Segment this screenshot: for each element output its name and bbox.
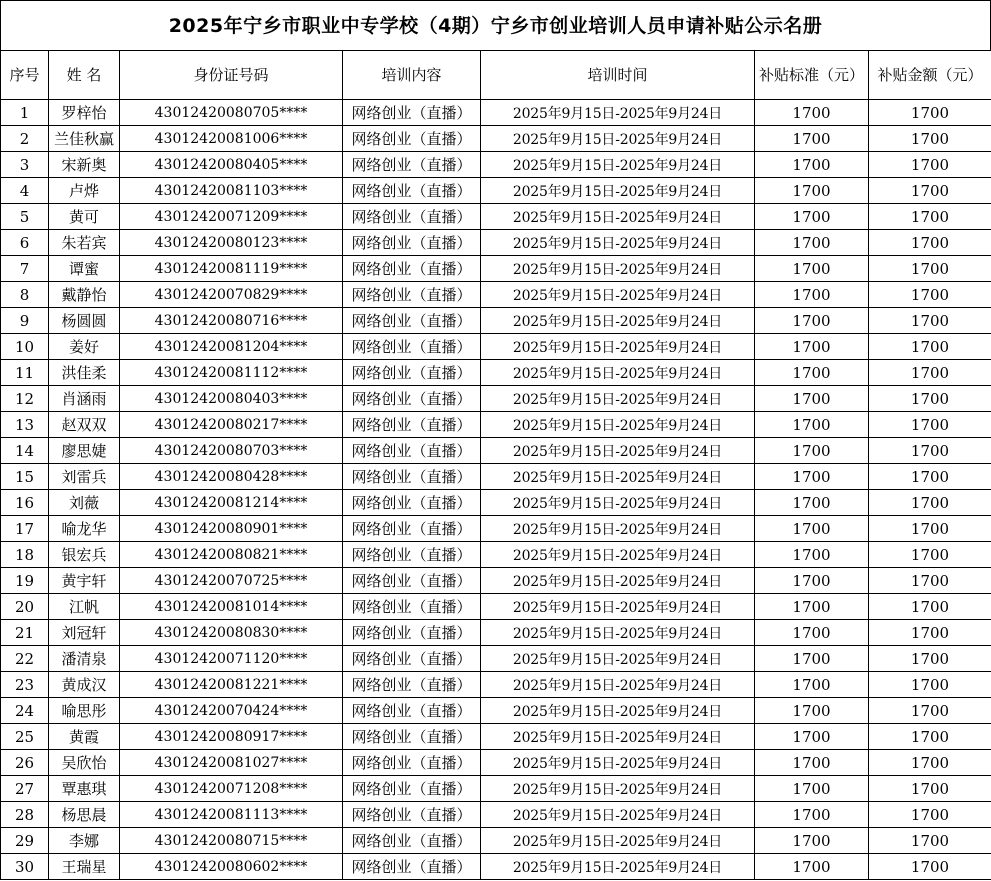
- cell-content: 网络创业（直播）: [343, 542, 481, 568]
- cell-seq: 1: [1, 100, 49, 126]
- table-row: [1, 386, 991, 412]
- cell-time: 2025年9月15日-2025年9月24日: [481, 178, 755, 204]
- cell-content: 网络创业（直播）: [343, 464, 481, 490]
- document-title: 2025年宁乡市职业中专学校（4期）宁乡市创业培训人员申请补贴公示名册: [0, 0, 991, 50]
- cell-standard: 1700: [755, 334, 869, 360]
- cell-standard: 1700: [755, 360, 869, 386]
- cell-amount: 1700: [869, 464, 991, 490]
- cell-name: 谭蜜: [49, 256, 120, 282]
- cell-amount: 1700: [869, 438, 991, 464]
- cell-name: 杨圆圆: [49, 308, 120, 334]
- cell-content: 网络创业（直播）: [343, 828, 481, 854]
- cell-amount: 1700: [869, 204, 991, 230]
- cell-name: 朱若宾: [49, 230, 120, 256]
- cell-name: 黄可: [49, 204, 120, 230]
- cell-seq: 7: [1, 256, 49, 282]
- cell-standard: 1700: [755, 308, 869, 334]
- cell-time: 2025年9月15日-2025年9月24日: [481, 698, 755, 724]
- cell-id: 43012420081112****: [120, 360, 343, 386]
- cell-standard: 1700: [755, 282, 869, 308]
- cell-seq: 6: [1, 230, 49, 256]
- cell-id: 43012420081103****: [120, 178, 343, 204]
- cell-name: 肖涵雨: [49, 386, 120, 412]
- cell-standard: 1700: [755, 152, 869, 178]
- cell-name: 罗梓怡: [49, 100, 120, 126]
- table-row: [1, 542, 991, 568]
- header-row: [1, 51, 991, 100]
- cell-id: 43012420080917****: [120, 724, 343, 750]
- cell-content: 网络创业（直播）: [343, 282, 481, 308]
- cell-id: 43012420071209****: [120, 204, 343, 230]
- cell-id: 43012420080428****: [120, 464, 343, 490]
- cell-name: 喻思彤: [49, 698, 120, 724]
- cell-amount: 1700: [869, 308, 991, 334]
- cell-time: 2025年9月15日-2025年9月24日: [481, 854, 755, 880]
- cell-id: 43012420070424****: [120, 698, 343, 724]
- cell-time: 2025年9月15日-2025年9月24日: [481, 438, 755, 464]
- cell-amount: 1700: [869, 360, 991, 386]
- table-row: [1, 178, 991, 204]
- header-seq: 序号: [1, 51, 49, 100]
- cell-seq: 23: [1, 672, 49, 698]
- cell-time: 2025年9月15日-2025年9月24日: [481, 360, 755, 386]
- cell-content: 网络创业（直播）: [343, 230, 481, 256]
- cell-content: 网络创业（直播）: [343, 698, 481, 724]
- table-row: [1, 126, 991, 152]
- table-row: [1, 594, 991, 620]
- cell-content: 网络创业（直播）: [343, 334, 481, 360]
- cell-standard: 1700: [755, 672, 869, 698]
- cell-content: 网络创业（直播）: [343, 308, 481, 334]
- cell-id: 43012420080217****: [120, 412, 343, 438]
- cell-time: 2025年9月15日-2025年9月24日: [481, 334, 755, 360]
- cell-name: 兰佳秋赢: [49, 126, 120, 152]
- table-row: [1, 750, 991, 776]
- cell-amount: 1700: [869, 152, 991, 178]
- cell-amount: 1700: [869, 646, 991, 672]
- header-id: 身份证号码: [120, 51, 343, 100]
- cell-amount: 1700: [869, 230, 991, 256]
- table-row: [1, 334, 991, 360]
- table-row: [1, 204, 991, 230]
- cell-id: 43012420081221****: [120, 672, 343, 698]
- cell-id: 43012420081027****: [120, 750, 343, 776]
- cell-standard: 1700: [755, 854, 869, 880]
- cell-name: 江帆: [49, 594, 120, 620]
- cell-id: 43012420081006****: [120, 126, 343, 152]
- cell-name: 吴欣怡: [49, 750, 120, 776]
- cell-standard: 1700: [755, 386, 869, 412]
- cell-amount: 1700: [869, 334, 991, 360]
- cell-name: 刘雷兵: [49, 464, 120, 490]
- cell-time: 2025年9月15日-2025年9月24日: [481, 152, 755, 178]
- cell-name: 赵双双: [49, 412, 120, 438]
- cell-standard: 1700: [755, 412, 869, 438]
- cell-content: 网络创业（直播）: [343, 100, 481, 126]
- cell-time: 2025年9月15日-2025年9月24日: [481, 828, 755, 854]
- table-row: [1, 490, 991, 516]
- cell-standard: 1700: [755, 204, 869, 230]
- table-row: [1, 256, 991, 282]
- cell-seq: 16: [1, 490, 49, 516]
- table-row: [1, 828, 991, 854]
- cell-content: 网络创业（直播）: [343, 854, 481, 880]
- cell-standard: 1700: [755, 126, 869, 152]
- cell-seq: 18: [1, 542, 49, 568]
- cell-seq: 4: [1, 178, 49, 204]
- cell-standard: 1700: [755, 776, 869, 802]
- cell-seq: 15: [1, 464, 49, 490]
- cell-content: 网络创业（直播）: [343, 568, 481, 594]
- cell-id: 43012420080602****: [120, 854, 343, 880]
- cell-name: 洪佳柔: [49, 360, 120, 386]
- cell-id: 43012420080821****: [120, 542, 343, 568]
- cell-time: 2025年9月15日-2025年9月24日: [481, 750, 755, 776]
- cell-seq: 13: [1, 412, 49, 438]
- cell-amount: 1700: [869, 750, 991, 776]
- cell-name: 喻龙华: [49, 516, 120, 542]
- cell-name: 黄宇轩: [49, 568, 120, 594]
- cell-id: 43012420081113****: [120, 802, 343, 828]
- cell-id: 43012420080830****: [120, 620, 343, 646]
- cell-standard: 1700: [755, 490, 869, 516]
- cell-time: 2025年9月15日-2025年9月24日: [481, 256, 755, 282]
- header-time: 培训时间: [481, 51, 755, 100]
- cell-name: 戴静怡: [49, 282, 120, 308]
- cell-seq: 12: [1, 386, 49, 412]
- table-row: [1, 230, 991, 256]
- cell-time: 2025年9月15日-2025年9月24日: [481, 542, 755, 568]
- cell-standard: 1700: [755, 646, 869, 672]
- cell-amount: 1700: [869, 516, 991, 542]
- cell-time: 2025年9月15日-2025年9月24日: [481, 776, 755, 802]
- header-standard: 补贴标准（元）: [755, 51, 869, 100]
- cell-name: 王瑞星: [49, 854, 120, 880]
- cell-seq: 5: [1, 204, 49, 230]
- cell-standard: 1700: [755, 724, 869, 750]
- cell-id: 43012420081204****: [120, 334, 343, 360]
- cell-content: 网络创业（直播）: [343, 802, 481, 828]
- cell-name: 刘冠轩: [49, 620, 120, 646]
- cell-id: 43012420080123****: [120, 230, 343, 256]
- cell-seq: 17: [1, 516, 49, 542]
- cell-id: 43012420071120****: [120, 646, 343, 672]
- cell-content: 网络创业（直播）: [343, 178, 481, 204]
- cell-standard: 1700: [755, 568, 869, 594]
- cell-time: 2025年9月15日-2025年9月24日: [481, 802, 755, 828]
- table-row: [1, 100, 991, 126]
- cell-id: 43012420080705****: [120, 100, 343, 126]
- table-row: [1, 464, 991, 490]
- table-row: [1, 438, 991, 464]
- cell-seq: 19: [1, 568, 49, 594]
- table-row: [1, 672, 991, 698]
- cell-name: 宋新奥: [49, 152, 120, 178]
- cell-id: 43012420081014****: [120, 594, 343, 620]
- cell-amount: 1700: [869, 724, 991, 750]
- cell-amount: 1700: [869, 100, 991, 126]
- cell-amount: 1700: [869, 802, 991, 828]
- cell-id: 43012420080715****: [120, 828, 343, 854]
- cell-name: 覃惠琪: [49, 776, 120, 802]
- cell-seq: 30: [1, 854, 49, 880]
- cell-seq: 2: [1, 126, 49, 152]
- cell-seq: 22: [1, 646, 49, 672]
- cell-time: 2025年9月15日-2025年9月24日: [481, 230, 755, 256]
- cell-content: 网络创业（直播）: [343, 646, 481, 672]
- cell-time: 2025年9月15日-2025年9月24日: [481, 490, 755, 516]
- cell-standard: 1700: [755, 100, 869, 126]
- cell-content: 网络创业（直播）: [343, 204, 481, 230]
- cell-amount: 1700: [869, 698, 991, 724]
- cell-content: 网络创业（直播）: [343, 360, 481, 386]
- header-amount: 补贴金额（元）: [869, 51, 991, 100]
- cell-amount: 1700: [869, 256, 991, 282]
- table-row: [1, 516, 991, 542]
- cell-seq: 29: [1, 828, 49, 854]
- cell-standard: 1700: [755, 542, 869, 568]
- table-row: [1, 620, 991, 646]
- table-row: [1, 152, 991, 178]
- cell-content: 网络创业（直播）: [343, 724, 481, 750]
- cell-content: 网络创业（直播）: [343, 152, 481, 178]
- cell-standard: 1700: [755, 256, 869, 282]
- cell-time: 2025年9月15日-2025年9月24日: [481, 646, 755, 672]
- cell-time: 2025年9月15日-2025年9月24日: [481, 100, 755, 126]
- table-row: [1, 282, 991, 308]
- cell-id: 43012420071208****: [120, 776, 343, 802]
- table-row: [1, 776, 991, 802]
- cell-id: 43012420081119****: [120, 256, 343, 282]
- cell-amount: 1700: [869, 542, 991, 568]
- cell-content: 网络创业（直播）: [343, 438, 481, 464]
- cell-standard: 1700: [755, 802, 869, 828]
- cell-amount: 1700: [869, 672, 991, 698]
- cell-standard: 1700: [755, 178, 869, 204]
- cell-time: 2025年9月15日-2025年9月24日: [481, 386, 755, 412]
- cell-time: 2025年9月15日-2025年9月24日: [481, 464, 755, 490]
- cell-seq: 25: [1, 724, 49, 750]
- cell-seq: 28: [1, 802, 49, 828]
- cell-time: 2025年9月15日-2025年9月24日: [481, 204, 755, 230]
- table-row: [1, 360, 991, 386]
- cell-amount: 1700: [869, 126, 991, 152]
- cell-content: 网络创业（直播）: [343, 750, 481, 776]
- cell-content: 网络创业（直播）: [343, 672, 481, 698]
- cell-time: 2025年9月15日-2025年9月24日: [481, 412, 755, 438]
- cell-seq: 11: [1, 360, 49, 386]
- cell-amount: 1700: [869, 412, 991, 438]
- cell-time: 2025年9月15日-2025年9月24日: [481, 672, 755, 698]
- cell-amount: 1700: [869, 776, 991, 802]
- cell-seq: 26: [1, 750, 49, 776]
- cell-id: 43012420080405****: [120, 152, 343, 178]
- cell-seq: 20: [1, 594, 49, 620]
- cell-content: 网络创业（直播）: [343, 594, 481, 620]
- table-row: [1, 646, 991, 672]
- cell-name: 黄成汉: [49, 672, 120, 698]
- cell-standard: 1700: [755, 230, 869, 256]
- cell-name: 姜好: [49, 334, 120, 360]
- cell-id: 43012420070829****: [120, 282, 343, 308]
- cell-content: 网络创业（直播）: [343, 412, 481, 438]
- cell-content: 网络创业（直播）: [343, 126, 481, 152]
- table-row: [1, 568, 991, 594]
- cell-amount: 1700: [869, 386, 991, 412]
- cell-amount: 1700: [869, 620, 991, 646]
- cell-name: 黄霞: [49, 724, 120, 750]
- cell-seq: 14: [1, 438, 49, 464]
- cell-time: 2025年9月15日-2025年9月24日: [481, 516, 755, 542]
- cell-id: 43012420081214****: [120, 490, 343, 516]
- roster-table: [0, 50, 991, 880]
- cell-name: 廖思婕: [49, 438, 120, 464]
- cell-standard: 1700: [755, 620, 869, 646]
- cell-time: 2025年9月15日-2025年9月24日: [481, 724, 755, 750]
- table-row: [1, 854, 991, 880]
- cell-time: 2025年9月15日-2025年9月24日: [481, 568, 755, 594]
- cell-seq: 3: [1, 152, 49, 178]
- cell-name: 刘薇: [49, 490, 120, 516]
- cell-name: 银宏兵: [49, 542, 120, 568]
- cell-time: 2025年9月15日-2025年9月24日: [481, 620, 755, 646]
- cell-content: 网络创业（直播）: [343, 386, 481, 412]
- cell-standard: 1700: [755, 828, 869, 854]
- table-row: [1, 698, 991, 724]
- cell-name: 李娜: [49, 828, 120, 854]
- cell-name: 杨思晨: [49, 802, 120, 828]
- cell-content: 网络创业（直播）: [343, 490, 481, 516]
- cell-standard: 1700: [755, 516, 869, 542]
- cell-id: 43012420070725****: [120, 568, 343, 594]
- roster-body: [1, 100, 991, 880]
- table-row: [1, 802, 991, 828]
- cell-amount: 1700: [869, 178, 991, 204]
- cell-standard: 1700: [755, 594, 869, 620]
- cell-time: 2025年9月15日-2025年9月24日: [481, 594, 755, 620]
- cell-time: 2025年9月15日-2025年9月24日: [481, 282, 755, 308]
- table-row: [1, 412, 991, 438]
- cell-standard: 1700: [755, 698, 869, 724]
- cell-seq: 8: [1, 282, 49, 308]
- cell-id: 43012420080403****: [120, 386, 343, 412]
- table-row: [1, 308, 991, 334]
- cell-amount: 1700: [869, 854, 991, 880]
- cell-seq: 10: [1, 334, 49, 360]
- cell-id: 43012420080703****: [120, 438, 343, 464]
- cell-id: 43012420080901****: [120, 516, 343, 542]
- cell-content: 网络创业（直播）: [343, 256, 481, 282]
- cell-standard: 1700: [755, 438, 869, 464]
- cell-content: 网络创业（直播）: [343, 776, 481, 802]
- cell-amount: 1700: [869, 568, 991, 594]
- cell-id: 43012420080716****: [120, 308, 343, 334]
- table-row: [1, 724, 991, 750]
- cell-seq: 9: [1, 308, 49, 334]
- cell-standard: 1700: [755, 750, 869, 776]
- cell-seq: 24: [1, 698, 49, 724]
- cell-time: 2025年9月15日-2025年9月24日: [481, 308, 755, 334]
- cell-amount: 1700: [869, 594, 991, 620]
- cell-amount: 1700: [869, 282, 991, 308]
- cell-time: 2025年9月15日-2025年9月24日: [481, 126, 755, 152]
- cell-name: 卢烨: [49, 178, 120, 204]
- cell-content: 网络创业（直播）: [343, 516, 481, 542]
- cell-seq: 27: [1, 776, 49, 802]
- cell-name: 潘清泉: [49, 646, 120, 672]
- header-content: 培训内容: [343, 51, 481, 100]
- header-name: 姓 名: [49, 51, 120, 100]
- cell-amount: 1700: [869, 490, 991, 516]
- cell-standard: 1700: [755, 464, 869, 490]
- cell-amount: 1700: [869, 828, 991, 854]
- cell-content: 网络创业（直播）: [343, 620, 481, 646]
- cell-seq: 21: [1, 620, 49, 646]
